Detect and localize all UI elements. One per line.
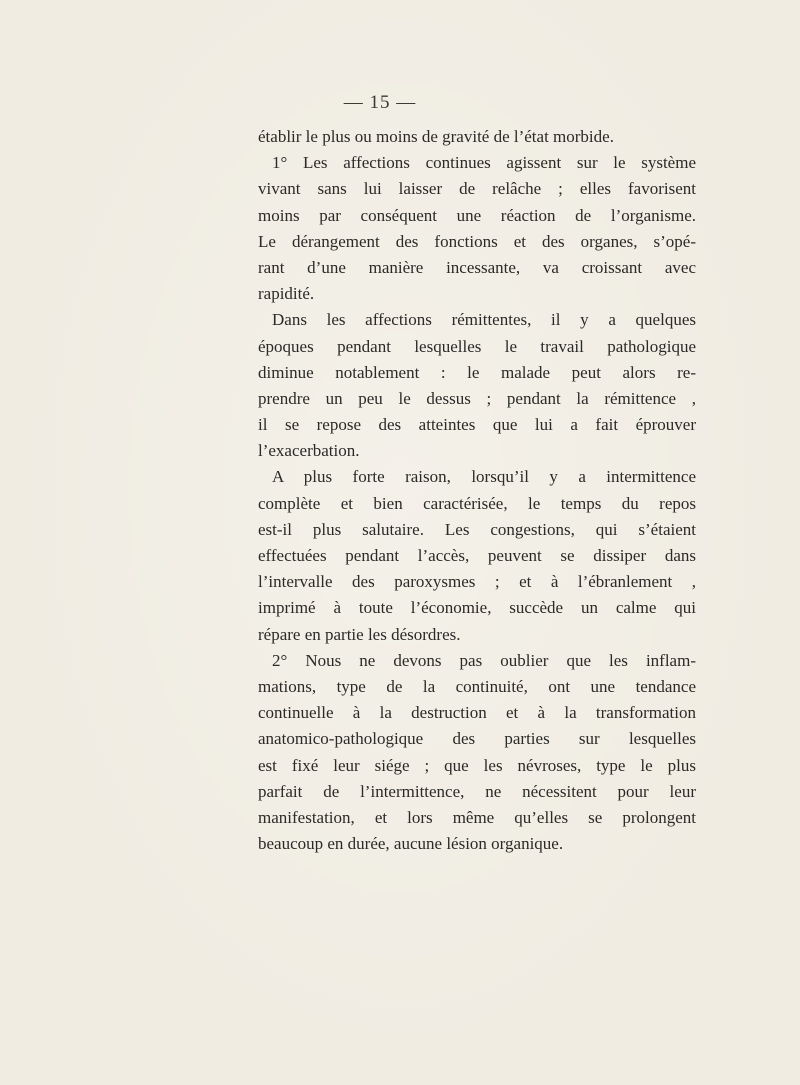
text-line: 1° Les affections continues agissent sur le système <box>272 153 696 173</box>
text-line: établir le plus ou moins de gravité de l’état morbide. <box>258 127 614 146</box>
text-line: anatomico-pathologique des parties sur lesquelles <box>258 729 696 749</box>
text-line: manifestation, et lors même qu’elles se prolongent <box>258 807 696 827</box>
text-line: A plus forte raison, lorsqu’il y a intermittence <box>272 467 696 487</box>
text-line: 2° Nous ne devons pas oublier que les inflam- <box>272 650 696 670</box>
text-line: diminue notablement : le malade peut alors re- <box>258 362 696 382</box>
text-line: rapidité. <box>258 284 315 304</box>
text-line: l’exacerbation. <box>258 441 360 461</box>
text-line: l’intervalle des paroxysmes ; et à l’ébranlement , <box>258 572 696 592</box>
text-line: est-il plus salutaire. Les congestions, qui s’étaient <box>258 519 696 539</box>
body-text <box>258 124 696 857</box>
page-number: — 15 — <box>343 92 417 113</box>
text-line: parfait de l’intermittence, ne nécessitent pour leur <box>258 781 696 801</box>
text-line: continuelle à la destruction et à la transformation <box>258 703 696 723</box>
text-line: est fixé leur siége ; que les névroses, type le plus <box>258 755 696 775</box>
text-line: vivant sans lui laisser de relâche ; elles favorisent <box>258 179 696 199</box>
text-line: mations, type de la continuité, ont une tendance <box>258 676 696 696</box>
text-line: Le dérangement des fonctions et des organes, s’opé- <box>258 231 696 251</box>
text-line: effectuées pendant l’accès, peuvent se dissiper dans <box>258 546 696 565</box>
text-line: rant d’une manière incessante, va croissant avec <box>258 257 696 277</box>
text-line: beaucoup en durée, aucune lésion organique. <box>258 834 564 854</box>
text-line: imprimé à toute l’économie, succède un calme qui <box>258 598 696 618</box>
text-line: il se repose des atteintes que lui a fait éprouver <box>258 415 696 435</box>
text-line: moins par conséquent une réaction de l’organisme. <box>258 205 696 225</box>
text-line: Dans les affections rémittentes, il y a quelques <box>272 310 696 330</box>
text-line: complète et bien caractérisée, le temps du repos <box>258 493 696 513</box>
text-line: répare en partie les désordres. <box>258 624 461 644</box>
text-line: prendre un peu le dessus ; pendant la rémittence , <box>258 388 696 408</box>
text-line: époques pendant lesquelles le travail pathologique <box>258 336 696 356</box>
